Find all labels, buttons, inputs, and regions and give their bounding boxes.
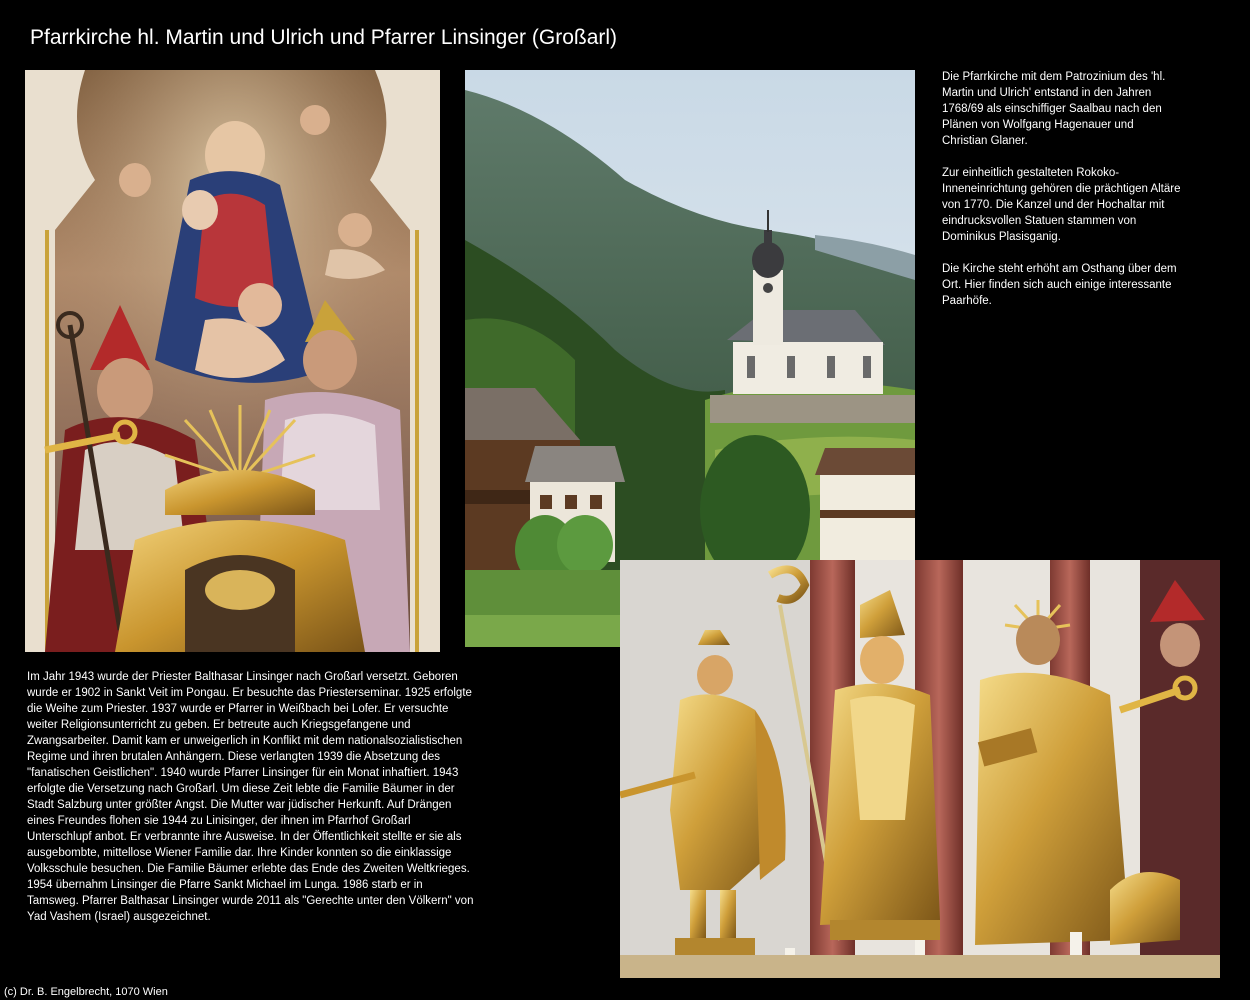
altar-painting-image	[25, 70, 440, 652]
linsinger-story: Im Jahr 1943 wurde der Priester Balthasar Linsinger nach Großarl versetzt. Geboren wurde er 1902 in Sankt Veit im Pongau. Er besuchte das Priesterseminar. 1925 erfolgte die Weihe zum Priester. 1937 wurde er Pfarrer in Weißbach bei Lofer. Er versuchte weiter Religionsunterricht zu geben. Er betreute auch Kriegsgefangene und Zwangsarbeiter. Damit kam er unweigerlich in Konflikt mit dem nationalsozialistischen Regime und ihren brutalen Anhängern. Diese verlangten 1939 die Absetzung des "fanatischen Geistlichen". 1940 wurde Pfarrer Linsinger für ein Monat inhaftiert. 1943 erfolgte die Versetzung nach Großarl. Um diese Zeit lebte die Familie Bäumer in der Stadt Salzburg unter größter Angst. Die Mutter war jüdischer Herkunft. Auf Drängen eines Freundes flohen sie 1944 zu Linisinger, der ihnen im Pfarrhof Großarl Unterschlupf anbot. Er verbrannte ihre Ausweise. In der Öffentlichkeit stellte er sie als ausgebombte, mittellose Wiener Familie dar. Ihre Kinder konnten so die einklassige Volksschule besuchen. Die Familie Bäumer erlebte das Ende des Zweiten Weltkrieges. 1954 übernahm Linsinger die Pfarre Sankt Michael im Lunga. 1986 starb er in Tamsweg. Pfarrer Balthasar Linsinger wurde 2011 als "Gerechte unter den Völkern" von Yad Vashem (Israel) ausgezeichnet.	[27, 671, 474, 923]
church-description-paragraph: Die Kirche steht erhöht am Osthang über dem Ort. Hier finden sich auch einige interessante Paarhöfe.	[942, 263, 1177, 307]
copyright-footer: (c) Dr. B. Engelbrecht, 1070 Wien	[4, 986, 168, 998]
altar-statues-image	[620, 560, 1220, 978]
church-description	[942, 69, 1182, 325]
church-description-paragraph: Zur einheitlich gestalteten Rokoko-Inneneinrichtung gehören die prächtigen Altäre von 1770. Die Kanzel und der Hochaltar mit eindrucksvollen Statuen stammen von Dominikus Plasisganig.	[942, 167, 1181, 243]
page-title: Pfarrkirche hl. Martin und Ulrich und Pfarrer Linsinger (Großarl)	[30, 26, 618, 49]
altar-statues-photo	[620, 560, 1220, 978]
church-description-paragraph: Die Pfarrkirche mit dem Patrozinium des 'hl. Martin und Ulrich' entstand in den Jahren 1768/69 als einschiffiger Saalbau nach den Plänen von Wolfgang Hagenauer und Christian Glaner.	[942, 71, 1166, 147]
altar-painting-photo	[25, 70, 440, 652]
